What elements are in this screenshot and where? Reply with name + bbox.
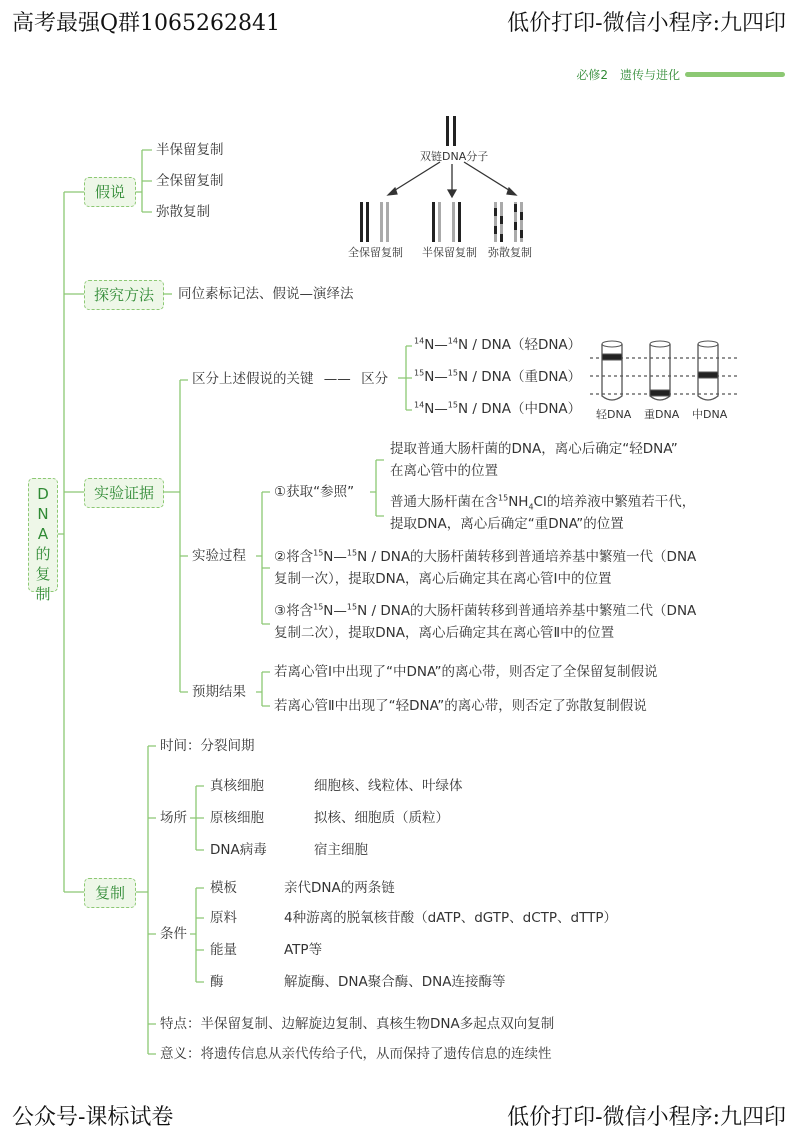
replication-time: 时间：分裂间期 xyxy=(160,738,255,754)
dna-type-heavy-name: N / DNA（重DNA） xyxy=(457,369,582,385)
cond-template-value: 亲代DNA的两条链 xyxy=(284,880,395,896)
dna-type-heavy-iso-b: 15 xyxy=(447,368,458,378)
diagram-caption-conservative: 全保留复制 xyxy=(348,246,403,259)
diagram-parent-label: 双链DNA分子 xyxy=(420,150,489,163)
predict-2: 若离心管Ⅱ中出现了“轻DNA”的离心带，则否定了弥散复制假说 xyxy=(274,698,647,714)
step1-b-post: Cl的培养液中繁殖若干代， xyxy=(533,494,696,510)
dna-type-heavy: $^{15}$N—$^{15}$N / DNA（重DNA） xyxy=(414,368,582,385)
step3-post: N / DNA的大肠杆菌转移到普通培养基中繁殖二代（DNA xyxy=(357,603,697,619)
step1-label: ①获取“参照” xyxy=(274,484,355,500)
step2-sup2: 15 xyxy=(346,548,358,558)
tube-label-light: 轻DNA xyxy=(596,408,632,421)
hypothesis-item-dispersive: 弥散复制 xyxy=(156,204,210,220)
tube-label-heavy: 重DNA xyxy=(644,408,680,421)
place-prokaryote-key: 原核细胞 xyxy=(210,810,264,826)
cond-material-key: 原料 xyxy=(210,910,237,926)
root-title: DNA的复制 xyxy=(35,485,51,603)
step3-sup2: 15 xyxy=(346,602,358,612)
replication-models-figure xyxy=(340,110,560,260)
place-virus-value: 宿主细胞 xyxy=(314,842,368,858)
cond-template-key: 模板 xyxy=(210,880,237,896)
dna-type-light: $^{14}$N—$^{14}$N / DNA（轻DNA） xyxy=(414,336,582,353)
step2-line2: 复制一次），提取DNA，离心后确定其在离心管Ⅰ中的位置 xyxy=(274,571,612,587)
footer-right: 低价打印-微信小程序:九四印 xyxy=(507,1105,786,1130)
dna-type-middle: $^{14}$N—$^{15}$N / DNA（中DNA） xyxy=(414,400,582,417)
step3-sup1: 15 xyxy=(313,602,324,612)
step1-b-sub: 4 xyxy=(528,502,534,512)
process-label: 实验过程 xyxy=(192,548,246,564)
hypothesis-box: 假说 xyxy=(84,177,136,207)
place-prokaryote-value: 拟核、细胞质（质粒） xyxy=(314,810,449,826)
replication-feature: 特点：半保留复制、边解旋边复制、真核生物DNA多起点双向复制 xyxy=(160,1016,555,1032)
place-virus-key: DNA病毒 xyxy=(210,842,267,858)
place-eukaryote-value: 细胞核、线粒体、叶绿体 xyxy=(314,778,463,794)
footer-left: 公众号-课标试卷 xyxy=(12,1105,174,1130)
method-box: 探究方法 xyxy=(84,280,164,310)
cond-enzyme-value: 解旋酶、DNA聚合酶、DNA连接酶等 xyxy=(284,974,506,990)
cond-energy-value: ATP等 xyxy=(284,942,323,958)
step2-sup1: 15 xyxy=(313,548,324,558)
diagram-caption-semiconservative: 半保留复制 xyxy=(422,246,477,259)
header-right: 低价打印-微信小程序:九四印 xyxy=(507,11,786,36)
diagram-caption-dispersive: 弥散复制 xyxy=(488,246,532,259)
step3-line1 xyxy=(274,602,696,620)
dna-type-light-iso-b: 14 xyxy=(447,336,458,346)
header-left: 高考最强Q群1065262841 xyxy=(12,11,281,36)
predict-label: 预期结果 xyxy=(192,684,246,700)
tube-label-middle: 中DNA xyxy=(692,408,728,421)
step2-line1 xyxy=(274,548,696,566)
cond-enzyme-key: 酶 xyxy=(210,974,224,990)
dna-type-middle-iso-b: 15 xyxy=(447,400,458,410)
hypothesis-item-semi: 半保留复制 xyxy=(156,142,224,158)
step1-a-line2: 在离心管中的位置 xyxy=(390,463,498,479)
cond-energy-key: 能量 xyxy=(210,942,237,958)
dna-type-middle-iso-a: 14 xyxy=(414,400,425,410)
key-label xyxy=(192,370,388,388)
step1-b-mid: NH xyxy=(508,494,529,510)
replication-meaning: 意义：将遗传信息从亲代传给子代，从而保持了遗传信息的连续性 xyxy=(160,1046,552,1062)
dna-type-light-iso-a: 14 xyxy=(414,336,425,346)
step2-post: N / DNA的大肠杆菌转移到普通培养基中繁殖一代（DNA xyxy=(357,549,697,565)
evidence-box: 实验证据 xyxy=(84,478,164,508)
step2-mid: N— xyxy=(323,549,347,565)
key-label-text: 区分上述假说的关键 xyxy=(192,371,314,387)
cond-label: 条件 xyxy=(160,926,187,942)
step3-pre: ③将含 xyxy=(274,603,314,619)
replication-models-diagram xyxy=(340,110,560,260)
step1-b-line1 xyxy=(390,493,695,511)
place-label: 场所 xyxy=(160,810,187,826)
cond-material-value: 4种游离的脱氧核苷酸（dATP、dGTP、dCTP、dTTP） xyxy=(284,910,618,926)
step1-b-pre: 普通大肠杆菌在含 xyxy=(390,494,498,510)
step3-line2: 复制二次），提取DNA，离心后确定其在离心管Ⅱ中的位置 xyxy=(274,625,615,641)
dna-type-light-name: N / DNA（轻DNA） xyxy=(457,337,582,353)
step2-pre: ②将含 xyxy=(274,549,314,565)
key-distinguish: 区分 xyxy=(361,371,389,387)
place-eukaryote-key: 真核细胞 xyxy=(210,778,264,794)
dna-type-heavy-iso-a: 15 xyxy=(414,368,425,378)
step1-b-sup: 15 xyxy=(498,493,509,503)
step1-b-line2: 提取DNA，离心后确定“重DNA”的位置 xyxy=(390,516,624,532)
step1-a-line1: 提取普通大肠杆菌的DNA，离心后确定“轻DNA” xyxy=(390,441,678,457)
centrifuge-tubes-figure xyxy=(590,338,740,408)
dna-type-middle-name: N / DNA（中DNA） xyxy=(457,401,582,417)
key-dash: —— xyxy=(323,371,351,387)
running-head: 必修2 遗传与进化 xyxy=(576,68,680,82)
step3-mid: N— xyxy=(323,603,347,619)
hypothesis-item-full: 全保留复制 xyxy=(156,173,224,189)
method-text: 同位素标记法、假说—演绎法 xyxy=(178,286,354,302)
replication-box: 复制 xyxy=(84,878,136,908)
predict-1: 若离心管Ⅰ中出现了“中DNA”的离心带，则否定了全保留复制假说 xyxy=(274,664,658,680)
